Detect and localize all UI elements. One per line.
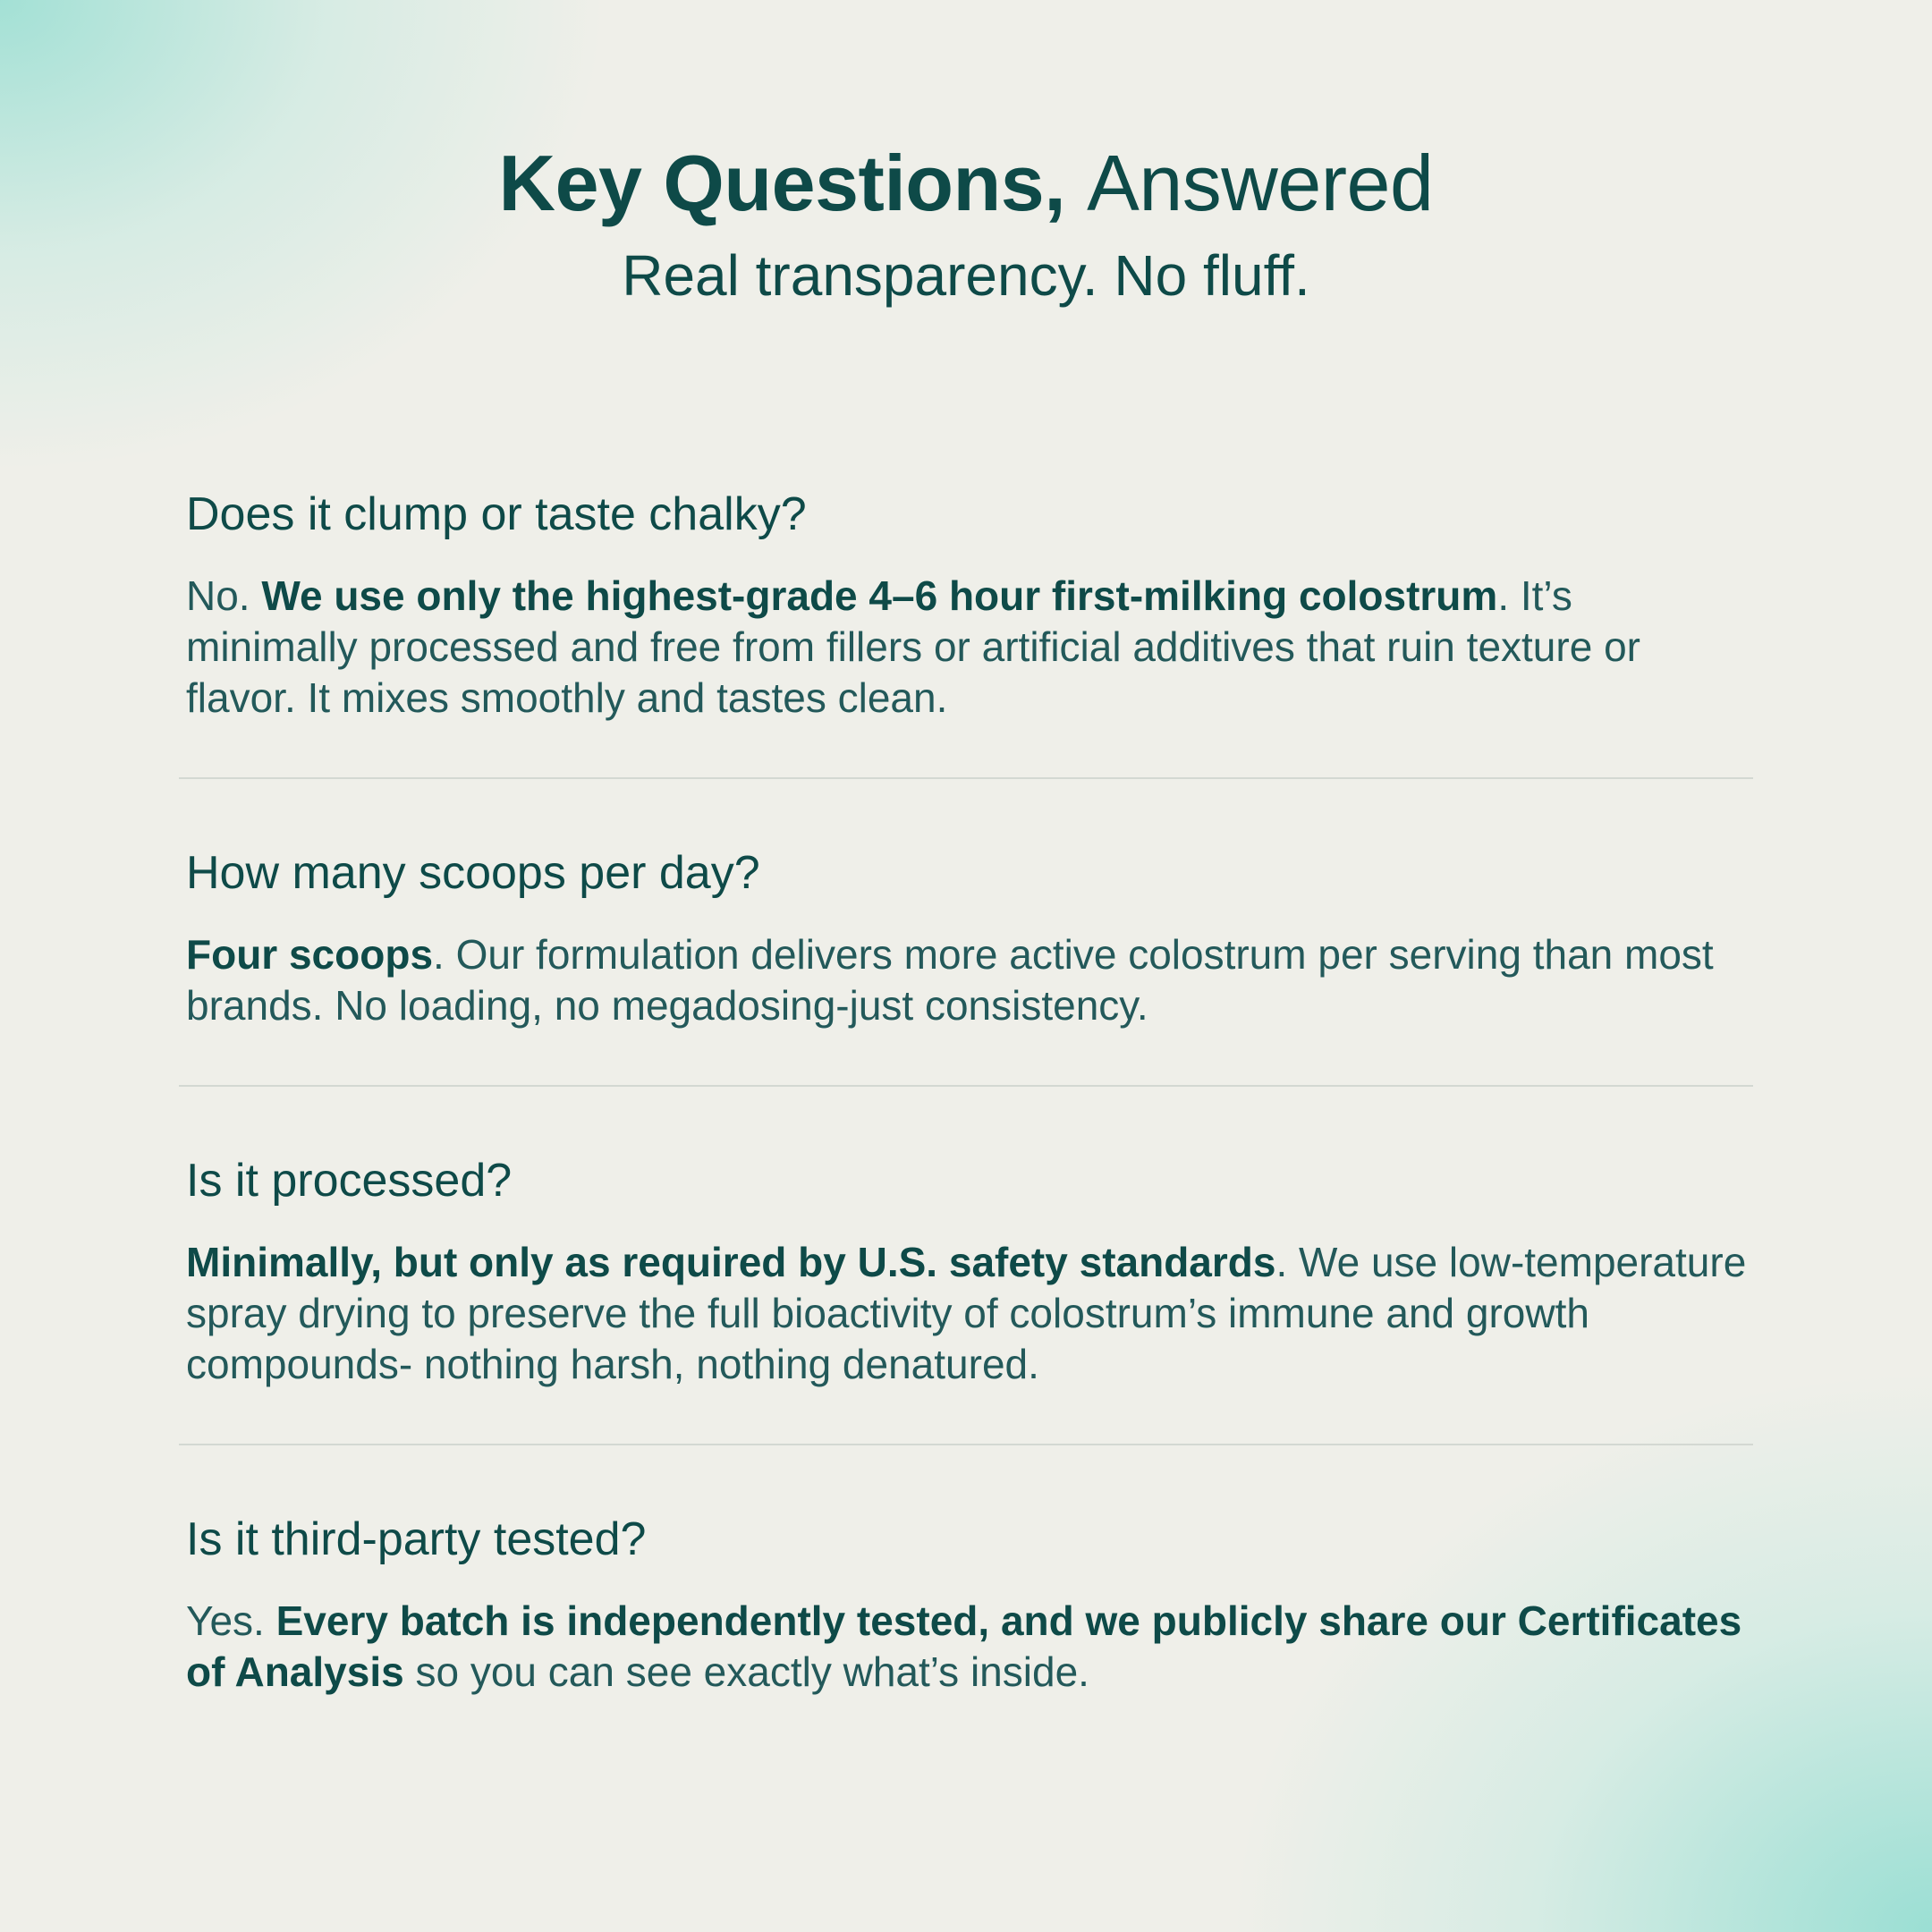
faq-divider	[179, 1085, 1753, 1087]
faq-answer-lead: Yes.	[186, 1597, 265, 1644]
faq-item-processed	[179, 1140, 1753, 1390]
faq-answer-emphasis: Minimally, but only as required by U.S. safety standards	[186, 1239, 1276, 1285]
faq-divider	[179, 777, 1753, 779]
faq-answer	[186, 1596, 1753, 1698]
page-subtitle: Real transparency. No fluff.	[622, 243, 1310, 308]
faq-item-scoops	[179, 833, 1753, 1031]
faq-answer-lead: No.	[186, 572, 250, 619]
faq-question: Is it third-party tested?	[186, 1513, 647, 1565]
faq-answer-rest: . Our formulation delivers more active colostrum per serving than most brands. No loading, no megadosing-just consistency.	[186, 931, 1714, 1029]
faq-question: Is it processed?	[186, 1155, 513, 1207]
faq-item-tested	[179, 1499, 1753, 1698]
faq-answer	[186, 571, 1753, 724]
page-title-strong: Key Questions,	[498, 139, 1066, 227]
faq-item-clump	[179, 474, 1753, 724]
faq-divider	[179, 1444, 1753, 1445]
faq-question: Does it clump or taste chalky?	[186, 488, 807, 540]
faq-answer-rest: so you can see exactly what’s inside.	[403, 1648, 1089, 1695]
faq-answer-emphasis: Four scoops	[186, 931, 434, 978]
faq-answer	[186, 929, 1753, 1031]
page-title	[0, 134, 1932, 233]
faq-answer-rest: . It’s minimally processed and free from fillers or artificial additives that ruin texture or flavor. It mixes smoothly and tastes clean.	[186, 572, 1640, 721]
faq-answer-emphasis: We use only the highest-grade 4–6 hour first-milking colostrum	[261, 572, 1498, 619]
page-title-light: Answered	[1087, 139, 1434, 227]
faq-answer-rest: . We use low-temperature spray drying to preserve the full bioactivity of colostrum’s immune and growth compounds- nothing harsh, nothing denatured.	[186, 1239, 1747, 1387]
faq-answer-emphasis: Every batch is independently tested, and we publicly share our Certificates of Analysis	[186, 1597, 1742, 1695]
faq-question: How many scoops per day?	[186, 847, 760, 899]
faq-list	[179, 474, 1753, 1698]
faq-answer	[186, 1237, 1753, 1390]
header	[0, 134, 1932, 311]
